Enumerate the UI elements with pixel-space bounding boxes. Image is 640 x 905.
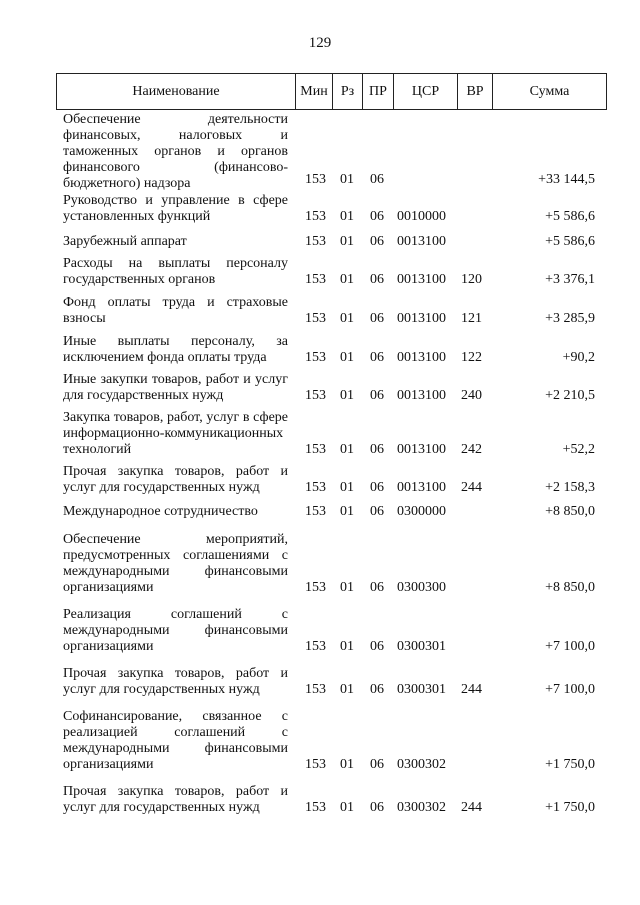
table-row	[0, 256, 640, 288]
row-csr: 0013100	[397, 272, 446, 287]
row-sum: +3 285,9	[545, 311, 595, 326]
row-rz: 01	[340, 639, 354, 654]
row-name: Руководство и управление в сфере установленных функций	[63, 193, 288, 224]
row-pr: 06	[370, 209, 384, 224]
row-min: 153	[305, 234, 326, 249]
table-row	[0, 709, 640, 773]
row-rz: 01	[340, 757, 354, 772]
row-min: 153	[305, 350, 326, 365]
row-csr: 0013100	[397, 311, 446, 326]
row-pr: 06	[370, 311, 384, 326]
table-row	[0, 784, 640, 816]
row-name: Иные выплаты персоналу, за исключением фонда оплаты труда	[63, 334, 288, 365]
row-rz: 01	[340, 209, 354, 224]
row-min: 153	[305, 800, 326, 815]
row-vr: 120	[461, 272, 482, 287]
row-sum: +2 210,5	[545, 388, 595, 403]
row-min: 153	[305, 480, 326, 495]
page-number: 129	[308, 35, 332, 51]
row-rz: 01	[340, 442, 354, 457]
row-name: Обеспечение мероприятий, предусмотренных соглашениями с международными финансовыми организациями	[63, 532, 288, 595]
table-row	[0, 193, 640, 225]
row-rz: 01	[340, 350, 354, 365]
row-sum: +1 750,0	[545, 800, 595, 815]
row-pr: 06	[370, 639, 384, 654]
row-csr: 0300300	[397, 580, 446, 595]
table-row	[0, 334, 640, 366]
row-pr: 06	[370, 272, 384, 287]
row-name: Реализация соглашений с международными финансовыми организациями	[63, 607, 288, 654]
row-sum: +5 586,6	[545, 234, 595, 249]
table-row	[0, 372, 640, 404]
row-csr: 0300301	[397, 682, 446, 697]
row-rz: 01	[340, 388, 354, 403]
row-pr: 06	[370, 800, 384, 815]
table-row	[0, 234, 640, 250]
row-name: Прочая закупка товаров, работ и услуг для государственных нужд	[63, 784, 288, 815]
header-min: Мин	[300, 84, 328, 99]
row-csr: 0300302	[397, 757, 446, 772]
header-name: Наименование	[132, 84, 220, 99]
row-csr: 0013100	[397, 480, 446, 495]
header-sum: Сумма	[529, 84, 570, 99]
row-sum: +2 158,3	[545, 480, 595, 495]
row-min: 153	[305, 442, 326, 457]
row-rz: 01	[340, 580, 354, 595]
row-csr: 0013100	[397, 442, 446, 457]
row-pr: 06	[370, 757, 384, 772]
header-rz: Рз	[340, 84, 355, 99]
row-min: 153	[305, 757, 326, 772]
row-min: 153	[305, 311, 326, 326]
table-row	[0, 410, 640, 458]
table-row	[0, 504, 640, 520]
table-row	[0, 295, 640, 327]
row-rz: 01	[340, 172, 354, 187]
row-name: Прочая закупка товаров, работ и услуг для государственных нужд	[63, 666, 288, 697]
row-csr: 0300302	[397, 800, 446, 815]
row-csr: 0010000	[397, 209, 446, 224]
table-row	[0, 607, 640, 655]
row-csr: 0300000	[397, 504, 446, 519]
row-name: Софинансирование, связанное с реализацией соглашений с международными финансовыми организациями	[63, 709, 288, 772]
row-name: Международное сотрудничество	[63, 504, 258, 519]
row-min: 153	[305, 172, 326, 187]
row-sum: +33 144,5	[538, 172, 595, 187]
row-name: Обеспечение деятельности финансовых, налоговых и таможенных органов и органов финансового (финансово-бюджетного) надзора	[63, 112, 288, 191]
header-pr: ПР	[369, 84, 387, 99]
row-vr: 121	[461, 311, 482, 326]
row-pr: 06	[370, 442, 384, 457]
row-rz: 01	[340, 272, 354, 287]
header-csr: ЦСР	[411, 84, 440, 99]
header-vr: ВР	[466, 84, 484, 99]
row-pr: 06	[370, 172, 384, 187]
row-sum: +1 750,0	[545, 757, 595, 772]
row-csr: 0013100	[397, 388, 446, 403]
row-vr: 242	[461, 442, 482, 457]
row-sum: +7 100,0	[545, 639, 595, 654]
table-row	[0, 112, 640, 191]
row-vr: 244	[461, 682, 482, 697]
row-min: 153	[305, 504, 326, 519]
row-name: Прочая закупка товаров, работ и услуг для государственных нужд	[63, 464, 288, 495]
table-row	[0, 532, 640, 596]
row-rz: 01	[340, 480, 354, 495]
row-sum: +7 100,0	[545, 682, 595, 697]
row-name: Фонд оплаты труда и страховые взносы	[63, 295, 288, 326]
row-min: 153	[305, 209, 326, 224]
row-vr: 244	[461, 800, 482, 815]
row-min: 153	[305, 272, 326, 287]
row-min: 153	[305, 580, 326, 595]
row-pr: 06	[370, 388, 384, 403]
row-name: Иные закупки товаров, работ и услуг для государственных нужд	[63, 372, 288, 403]
row-pr: 06	[370, 682, 384, 697]
row-rz: 01	[340, 504, 354, 519]
row-pr: 06	[370, 580, 384, 595]
row-pr: 06	[370, 234, 384, 249]
row-name: Закупка товаров, работ, услуг в сфере информационно-коммуникационных технологий	[63, 410, 288, 457]
row-name: Расходы на выплаты персоналу государственных органов	[63, 256, 288, 287]
row-rz: 01	[340, 682, 354, 697]
row-sum: +90,2	[562, 350, 595, 365]
row-pr: 06	[370, 480, 384, 495]
row-sum: +8 850,0	[545, 580, 595, 595]
row-pr: 06	[370, 350, 384, 365]
row-sum: +3 376,1	[545, 272, 595, 287]
row-rz: 01	[340, 800, 354, 815]
row-csr: 0013100	[397, 234, 446, 249]
row-csr: 0013100	[397, 350, 446, 365]
row-name: Зарубежный аппарат	[63, 234, 187, 249]
row-min: 153	[305, 682, 326, 697]
table-row	[0, 464, 640, 496]
row-min: 153	[305, 388, 326, 403]
row-sum: +8 850,0	[545, 504, 595, 519]
row-sum: +52,2	[562, 442, 595, 457]
row-vr: 240	[461, 388, 482, 403]
row-csr: 0300301	[397, 639, 446, 654]
row-rz: 01	[340, 311, 354, 326]
row-sum: +5 586,6	[545, 209, 595, 224]
row-vr: 122	[461, 350, 482, 365]
table-row	[0, 666, 640, 698]
row-min: 153	[305, 639, 326, 654]
row-rz: 01	[340, 234, 354, 249]
row-pr: 06	[370, 504, 384, 519]
row-vr: 244	[461, 480, 482, 495]
table-header	[56, 73, 607, 110]
